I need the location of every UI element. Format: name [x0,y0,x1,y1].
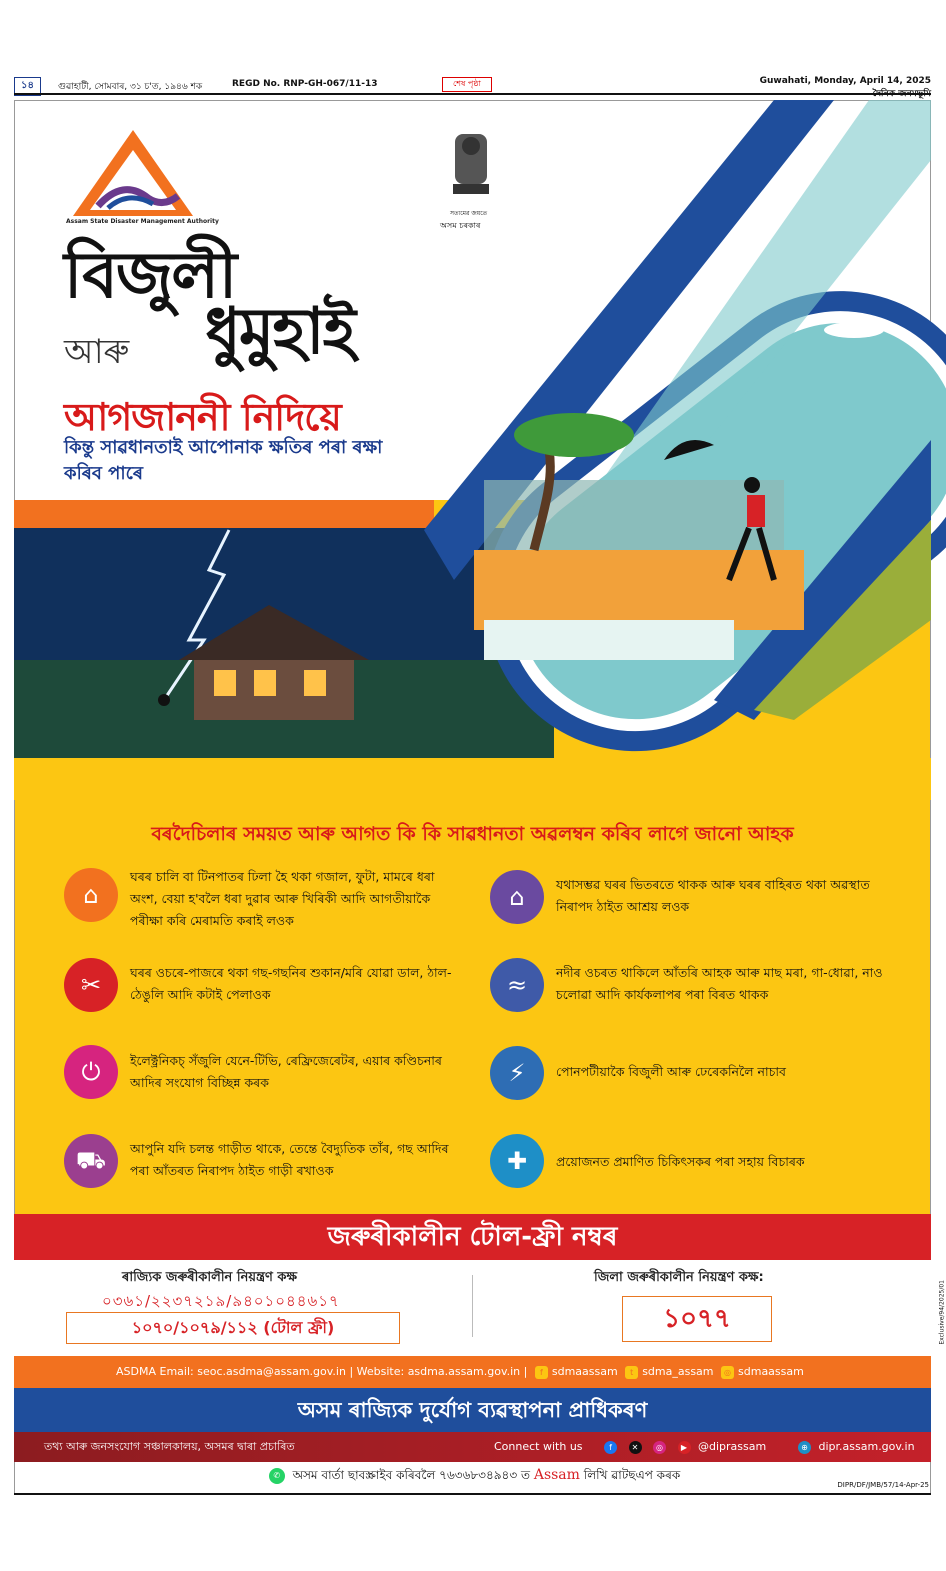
tip-text: নদীৰ ওচৰত থাকিলে আঁতৰি আহক আৰু মাছ মৰা, গা-ধোৱা, নাও চলোৱা আদি কাৰ্যকলাপৰ পৰা বিৰত থাকক [556,965,883,1002]
tip-text: ঘৰৰ ওচৰে-পাজৰে থকা গছ-গছনিৰ শুকান/মৰি যোৱা ডাল, ঠাল-ঠেঙুলি আদি কটাই পেলাওক [130,965,452,1002]
email-website: ASDMA Email: seoc.asdma@assam.gov.in | Website: asdma.assam.gov.in | [116,1365,528,1378]
tip-right-1 [490,870,544,924]
tip-text: ইলেক্ট্ৰনিকচ্ সঁজুলি যেনে-টিভি, ৰেফ্ৰিজেৰেটৰ, এয়াৰ কণ্ডিচনাৰ আদিৰ সংযোগ বিচ্ছিন্ন কৰক [130,1053,442,1090]
masthead-rule [14,93,931,95]
whatsapp-mid: ত [520,1468,530,1482]
masthead [14,76,931,92]
shelter-icon: ⌂ [490,870,544,924]
tip-text: প্ৰয়োজনত প্ৰমাণিত চিকিৎসকৰ পৰা সহায় বিচাৰক [556,1154,805,1169]
registration-number: REGD No. RNP-GH-067/11-13 [232,79,378,89]
section-label: শেষ পৃষ্ঠা [442,77,492,92]
tip-left-1 [64,868,118,922]
dipr-website[interactable]: dipr.assam.gov.in [818,1440,915,1453]
district-control-room-label: জিলা জৰুৰীকালীন নিয়ন্ত্ৰণ কক্ষ: [594,1270,764,1285]
date-english: Guwahati, Monday, April 14, 2025 [759,76,931,86]
woman-umbrella [744,477,760,493]
precautions-heading: বৰদৈচিলাৰ সময়ত আৰু আগত কি কি সাৱধানতা অৱলম্বন কৰিব লাগে জানো আহক [151,823,794,845]
tip-left-3 [64,1045,118,1099]
dipr-handle[interactable]: @diprassam [698,1440,767,1453]
tollfree-heading: জৰুৰীকালীন টোল-ফ্ৰী নম্বৰ [14,1214,931,1260]
tip-right-2 [490,958,544,1012]
issued-by: তথ্য আৰু জনসংযোগ সঞ্চালকালয়, অসমৰ দ্বাৰা প্ৰচাৰিত [44,1440,295,1453]
instagram-handle[interactable]: sdmaassam [738,1365,804,1378]
title-storm: ধুমুহাই [205,295,354,369]
connect-label: Connect with us [494,1440,583,1453]
globe-icon: ⊕ [798,1441,811,1454]
tip-text: ঘৰৰ চালি বা টিনপাতৰ ঢিলা হৈ থকা গজাল, ফুটা, মামৰে ধৰা অংশ, বেয়া হ'বলৈ ধৰা দুৱাৰ আৰু খিৰিকী আদি আগতীয়াকৈ পৰীক্ষা কৰি মেৰামতি কৰাই লওক [130,869,435,928]
house-inspect-icon: ⌂ [64,868,118,922]
water-warning-icon: ≈ [490,958,544,1012]
title-lightning: বিজুলী [64,239,236,313]
tree-cut-icon: ✂ [64,958,118,1012]
sea-foam [484,620,734,660]
tip-left-2 [64,958,118,1012]
tip-left-4 [64,1134,118,1188]
emblem-motto: সত্যমেৱ জয়তে [450,210,488,217]
power-socket-icon: ⏻ [64,1045,118,1099]
running-person [158,694,170,706]
lightning-warning-icon: ⚡ [490,1046,544,1100]
instagram-icon[interactable]: ◎ [653,1441,666,1454]
ad-code: DIPR/DF/JMB/57/14-Apr-25 [837,1481,929,1489]
tip-right-4 [490,1134,544,1188]
page-number: ১৪ [14,77,41,96]
whatsapp-line [14,1462,931,1488]
asdma-caption: Assam State Disaster Management Authority [66,218,219,225]
whatsapp-text-end: লিখি ৱাটছএপ কৰক [583,1468,681,1482]
tagline: কিন্তু সাৱধানতাই আপোনাক ক্ষতিৰ পৰা ৰক্ষা কৰিব পাৰে [64,437,383,485]
whatsapp-keyword: Assam [533,1467,580,1483]
whatsapp-text: অসম বাৰ্তা ছাবস্ক্ৰাইব কৰিবলৈ ৭৬৩৬৮৩৪৯৪৩ [292,1468,518,1482]
side-code: Exclusive/94/2025/01 [939,1280,946,1345]
masthead-right [760,76,931,101]
car-park-icon: ⛟ [64,1134,118,1188]
district-tollfree-box: ১০৭৭ [622,1296,772,1342]
facebook-icon[interactable]: f [535,1366,548,1379]
facebook-handle[interactable]: sdmaassam [551,1365,618,1378]
tip-text: আপুনি যদি চলন্ত গাড়ীত থাকে, তেন্তে বৈদ্যুতিক তাঁৰ, গছ আদিৰ পৰা আঁতৰত নিৰাপদ ঠাইত গাড়ী ৰখাওক [130,1141,449,1178]
whatsapp-icon: ✆ [269,1468,285,1484]
bottom-rule [14,1493,931,1495]
authority-name: অসম ৰাজ্যিক দুৰ্যোগ ব্যৱস্থাপনা প্ৰাধিকৰণ [14,1388,931,1432]
twitter-icon[interactable]: t [625,1366,638,1379]
national-emblem-icon [445,128,497,208]
facebook-icon[interactable]: f [604,1441,617,1454]
youtube-icon[interactable]: ▶ [678,1441,691,1454]
instagram-icon[interactable]: ◎ [721,1366,734,1379]
medical-help-icon: ✚ [490,1134,544,1188]
twitter-handle[interactable]: sdma_assam [642,1365,714,1378]
tip-right-3 [490,1046,544,1100]
dipr-bar [14,1432,931,1462]
state-control-room-label: ৰাজ্যিক জৰুৰীকালীন নিয়ন্ত্ৰণ কক্ষ [122,1270,298,1285]
contact-bar [14,1356,931,1388]
title-and: আৰু [64,332,130,372]
sand [474,550,804,630]
tip-text: পোনপটীয়াকৈ বিজুলী আৰু ঢেৰেকনিলৈ নাচাব [556,1064,786,1079]
title-warning: আগজাননী নিদিয়ে [64,395,341,439]
state-control-room-numbers: ০৩৬১/২২৩৭২১৯/৯৪০১০৪৪৬১৭ [102,1292,340,1310]
emblem-caption: অসম চৰকাৰ [440,221,481,230]
date-assamese: গুৱাহাটী, সোমবাৰ, ৩১ চ'ত, ১৯৪৬ শক [58,82,203,92]
helpline-divider [472,1275,473,1337]
x-icon[interactable]: ✕ [629,1441,642,1454]
state-tollfree-box: ১০৭০/১০৭৯/১১২ (টোল ফ্ৰী) [66,1312,400,1344]
tip-text: যথাসম্ভৱ ঘৰৰ ভিতৰতে থাকক আৰু ঘৰৰ বাহিৰত থকা অৱস্থাত নিৰাপদ ঠাইত আশ্ৰয় লওক [556,877,870,914]
asdma-logo [68,128,198,228]
